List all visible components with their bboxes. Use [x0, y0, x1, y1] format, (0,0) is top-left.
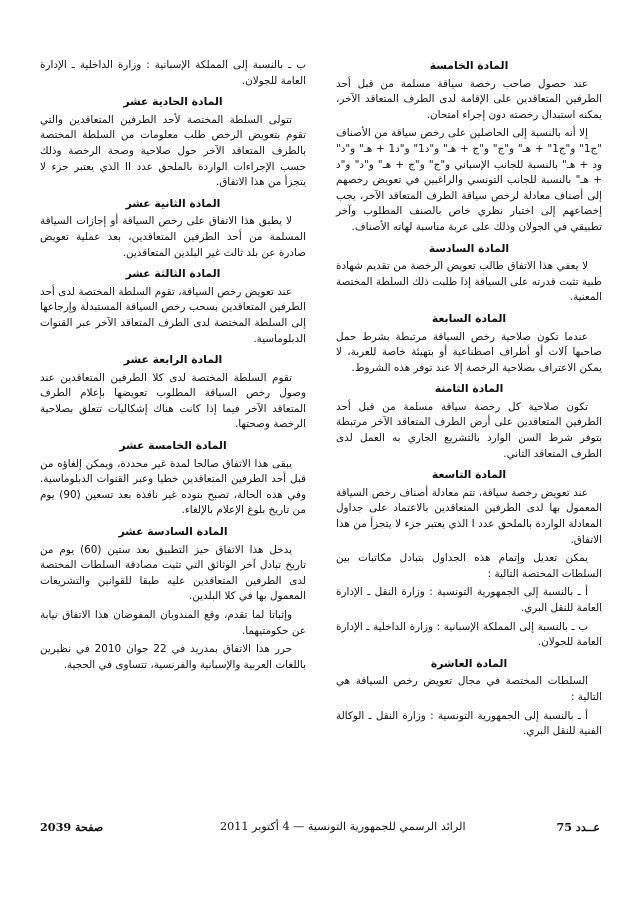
article-heading: المادة الحادية عشر: [123, 95, 223, 109]
article-paragraph: يبقى هذا الاتفاق صالحا لمدة غير محددة، ويمكن إلغاؤه من قبل أحد الطرفين المتعاقدين خطيا وعبر القنوات الدبلوماسية. وفي هذه الحالة، تصبح بنوده غير نافذة بعد تسعين (90) يوم من تاريخ بلوغ الإعلام بالإلغاء.: [40, 457, 306, 517]
page-footer: [40, 820, 600, 838]
article-paragraph: تتولى السلطة المختصة لأحد الطرفين المتعاقدين والتي تقوم بتعويض الرخص طلب معلومات من السلطة المختصة بالطرف المتعاقد الآخر حول صلاحية وصحة الرخصة وذلك حسب الإجراءات الواردة بالملحق عدد II الذي يعتبر جزء لا يتجزأ من هذا الاتفاق.: [40, 113, 306, 189]
issue-number: عــدد 75: [556, 820, 600, 834]
journal-title-date: الرائد الرسمي للجمهورية التونسية — 4 أكتوبر 2011: [220, 820, 466, 833]
article-paragraph: عند حصول صاحب رخصة سياقة مسلمة من قبل أحد الطرفين المتعاقدين على الإقامة لدى الطرف المتعاقد الآخر، يمكنه استبدال رخصته دون إجراء امتحان.: [336, 77, 602, 121]
article-paragraph: يدخل هذا الاتفاق حيز التطبيق بعد ستين (60) يوم من تاريخ تبادل آخر الوثائق التي تثبت مصادقة السلطات المختصة لدى الطرفين المتعاقدين عليه طبقا للقوانين والتشريعات المعمول بها في كلا البلدين.: [40, 543, 306, 603]
article-paragraph: السلطات المختصة في مجال تعويض رخص السياقة هي التالية :: [336, 675, 602, 703]
article-paragraph: إلا أنه بالنسبة إلى الحاصلين على رخص سياقة من الأصناف "ج1" و"ج1" + هـ" و"ج" و"ج + هـ" و"د1" و"د1 + هـ" و"د" ود + هـ" بالنسبة للجانب الإسباني و"ج" و"ج + هـ" و"د" و"د + هـ" بالنسبة للجانب التونسي والراغبين في تعويض رخصهم إلى أصناف معادلة لرخص سياقة الطرف المتعاقد الآخر، يجب إخضاعهم إلى اختبار نظري خاص بالصنف المطلوب وآخر تطبيقي في الجولان وذلك على عربة مناسبة لهاته الأصناف.: [336, 127, 602, 233]
article-paragraph: ب ـ بالنسبة إلى المملكة الإسبانية : وزارة الداخلية ـ الإدارة العامة للجولان.: [40, 59, 306, 87]
article-heading: المادة التاسعة: [431, 468, 507, 482]
article-heading: المادة الثانية عشر: [125, 196, 221, 210]
article-heading: المادة العاشرة: [430, 656, 508, 670]
article-heading: المادة الثامنة: [434, 382, 504, 396]
article-paragraph: تقوم السلطة المختصة لدى كلا الطرفين المتعاقدين عند وصول رخص السياقة المطلوب تعويضها بإعلام الطرف المتعاقد الآخر فيما إذا كانت هناك إشكاليات تتعلق بصلاحية الرخصة وصحتها.: [40, 371, 306, 431]
article-heading: المادة الثالثة عشر: [125, 267, 221, 281]
article-heading: المادة الخامسة: [429, 59, 509, 72]
article-heading: المادة السادسة: [428, 241, 510, 255]
article-paragraph: عند تعويض رخصة سياقة، تتم معادلة أصناف رخص السياقة المعمول بها لدى الطرفين المتعاقدين بالاعتماد على جداول المعادلة الواردة بالملحق عدد I الذي يعتبر جزء لا يتجزأ من هذا الاتفاق.: [336, 486, 602, 546]
right-text-column: [336, 58, 602, 743]
article-paragraph: عندما تكون صلاحية رخص السياقة مرتبطة بشرط حمل صاحبها آلات أو أطراف اصطناعية أو بتهيئة خاصة للعربة، لا يمكن الاعتراف بصلاحية الرخصة إلا عند توفر هذه الشروط.: [336, 330, 602, 374]
article-heading: المادة السادسة عشر: [118, 525, 228, 539]
article-paragraph: ب ـ بالنسبة إلى المملكة الإسبانية : وزارة الداخلية ـ الإدارة العامة للجولان.: [336, 620, 602, 649]
article-paragraph: عند تعويض رخص السياقة، تقوم السلطة المختصة لدى أحد الطرفين المتعاقدين بسحب رخص السياقة المستبدلة وإرجاعها إلى السلطة المختصة لدى الطرف المتعاقد الآخر عبر القنوات الدبلوماسية.: [40, 285, 306, 345]
left-text-column: [40, 58, 306, 676]
article-paragraph: لا يعفي هذا الاتفاق طالب تعويض الرخصة من تقديم شهادة طبية تثبت قدرته على السياقة إذا طلبت ذلك السلطة المختصة المعنية.: [336, 260, 602, 304]
page-number: صفحة 2039: [40, 820, 104, 834]
article-heading: المادة الرابعة عشر: [123, 353, 223, 367]
article-heading: المادة السابعة: [431, 311, 507, 325]
article-paragraph: أ ـ بالنسبة إلى الجمهورية التونسية : وزارة النقل ـ الوكالة الفنية للنقل البري.: [336, 709, 602, 738]
article-paragraph: لا يطبق هذا الاتفاق على رخص السياقة أو إجازات السياقة المسلمة من أحد الطرفين المتعاقدين، بعد عملية تعويض صادرة عن بلد ثالث غير البلدين المتعاقدين.: [40, 215, 306, 259]
article-heading: المادة الخامسة عشر: [119, 439, 227, 453]
article-paragraph: وإثباتا لما تقدم، وقع المندوبان المفوضان هذا الاتفاق نيابة عن حكومتيهما.: [40, 609, 306, 637]
article-paragraph: يمكن تعديل وإتمام هذه الجداول بتبادل مكاتبات بين السلطات المختصة التالية :: [336, 552, 602, 580]
article-paragraph: حرر هذا الاتفاق بمدريد في 22 جوان 2010 في نظيرين باللغات العربية والإسبانية والفرنسية، تتساوى في الحجية.: [40, 643, 306, 671]
article-paragraph: تكون صلاحية كل رخصة سياقة مسلمة من قبل أحد الطرفين المتعاقدين على أرض الطرف المتعاقد الآخر مرتبطة بتوفر شرط السن الوارد بالتشريع الجاري به العمل لدى الطرف المتعاقد الثاني.: [336, 400, 602, 460]
article-paragraph: أ ـ بالنسبة إلى الجمهورية التونسية : وزارة النقل ـ الإدارة العامة للنقل البري.: [336, 586, 602, 614]
